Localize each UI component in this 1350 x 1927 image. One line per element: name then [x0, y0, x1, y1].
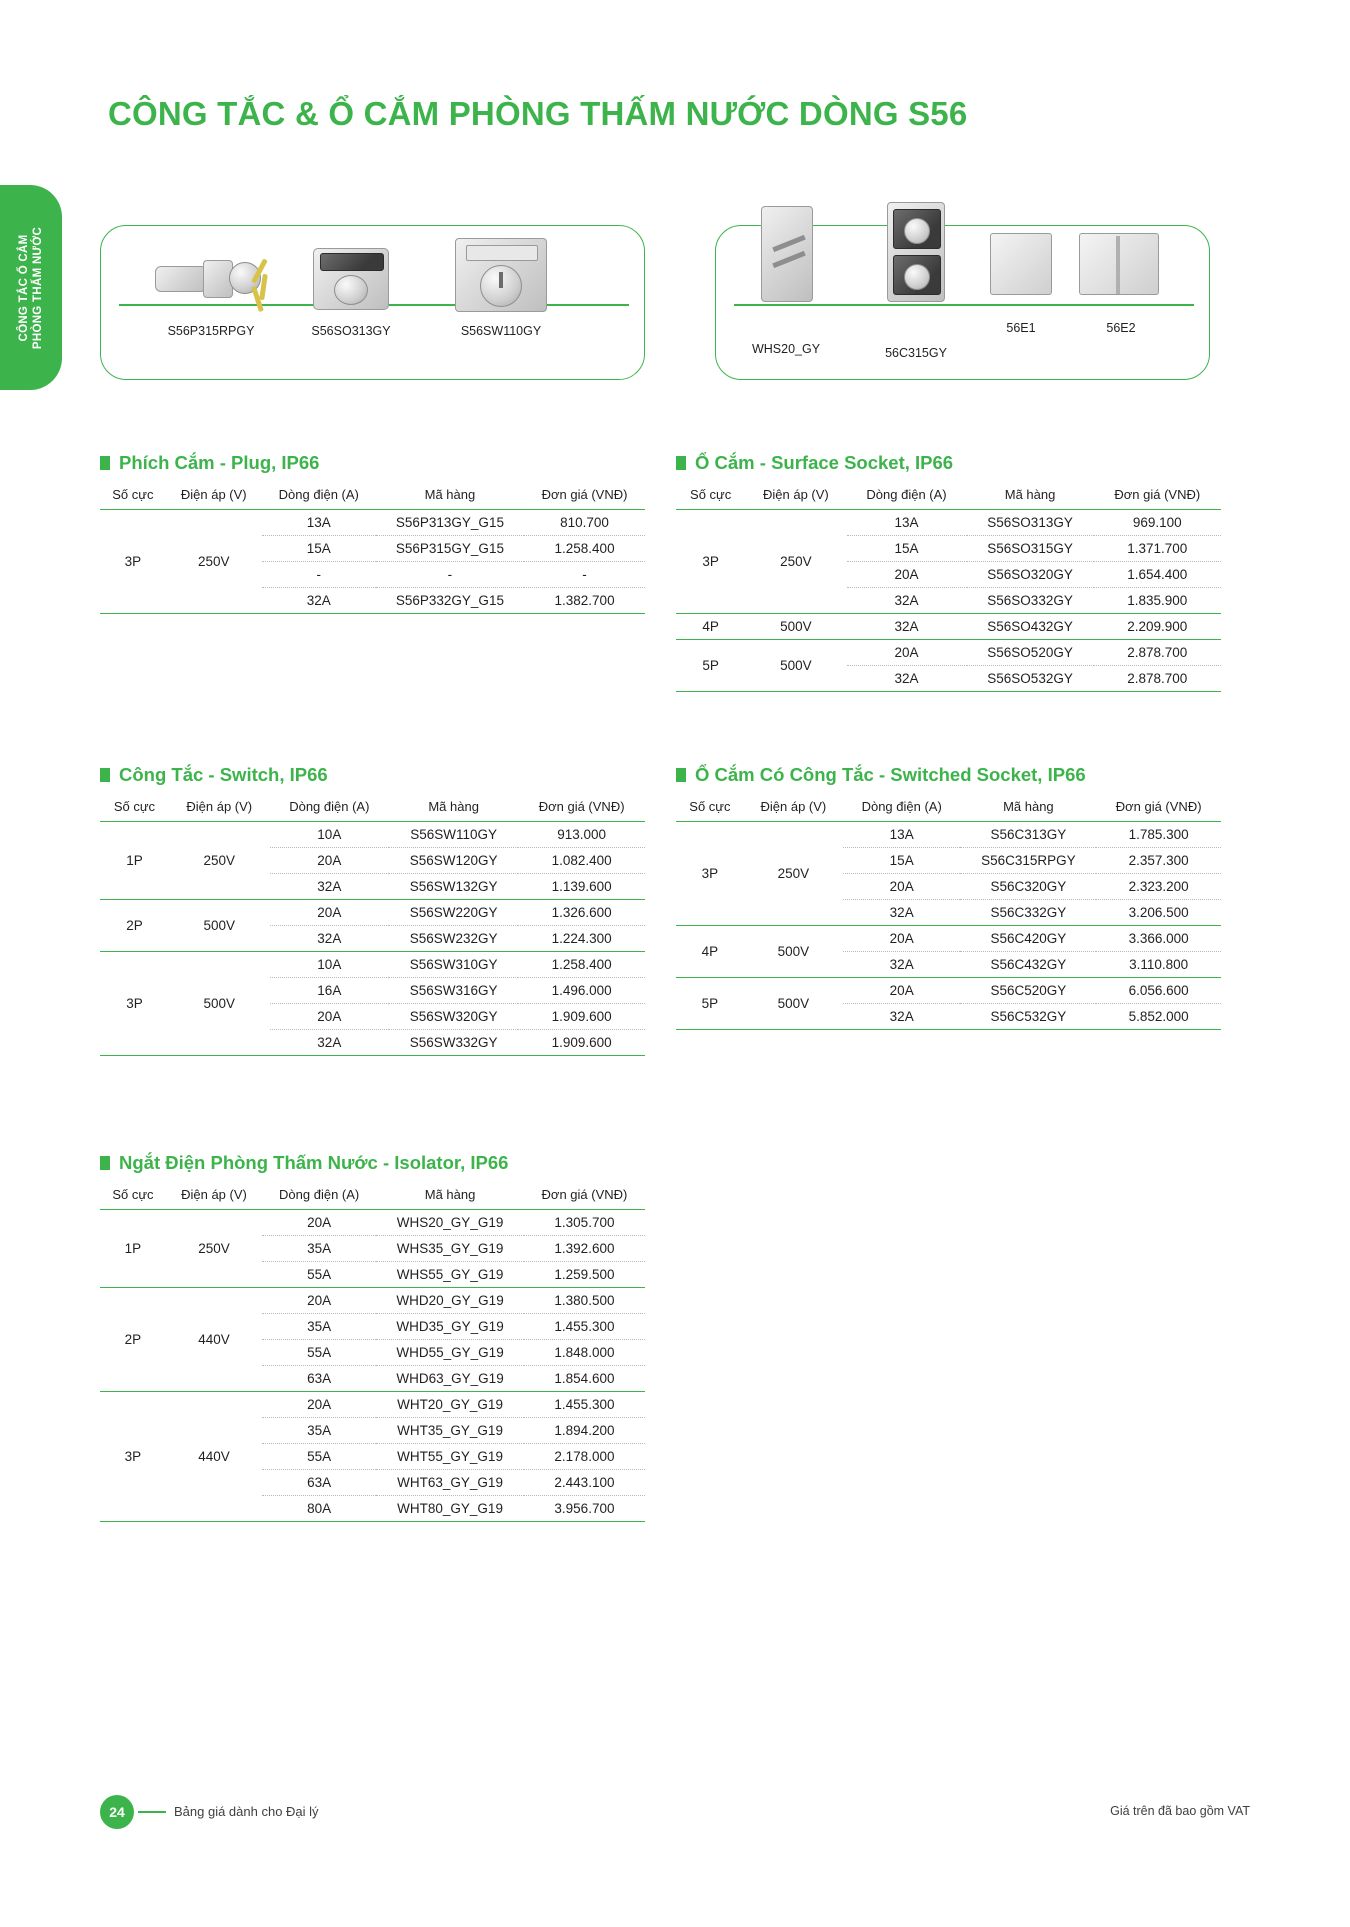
cell-code: S56SO532GY [967, 666, 1094, 692]
cell-code: S56SW120GY [389, 848, 518, 874]
cell-price: - [524, 562, 645, 588]
cell-price: 5.852.000 [1096, 1004, 1221, 1030]
cell-current: 13A [262, 510, 376, 536]
cell-current: 20A [262, 1288, 376, 1314]
cell-current: 55A [262, 1262, 376, 1288]
cell-code: S56P315GY_G15 [376, 536, 524, 562]
section-heading-isolator [100, 1152, 508, 1174]
cell-price: 1.326.600 [518, 900, 645, 926]
cell-price: 1.259.500 [524, 1262, 645, 1288]
cell-current: 15A [843, 848, 961, 874]
cell-price: 1.909.600 [518, 1030, 645, 1056]
table-header-row [676, 799, 1221, 822]
cell-price: 1.380.500 [524, 1288, 645, 1314]
cell-current: 32A [843, 900, 961, 926]
cell-current: 35A [262, 1314, 376, 1340]
cell-price: 1.258.400 [518, 952, 645, 978]
column-header-code: Mã hàng [376, 1187, 524, 1210]
cell-current: 55A [262, 1444, 376, 1470]
switch-illustration [449, 234, 553, 318]
cell-code: S56SW320GY [389, 1004, 518, 1030]
section-heading-surface-socket [676, 452, 953, 474]
cell-price: 3.110.800 [1096, 952, 1221, 978]
page-title: CÔNG TẮC & Ổ CẮM PHÒNG THẤM NƯỚC DÒNG S56 [108, 95, 968, 132]
cell-price: 1.392.600 [524, 1236, 645, 1262]
column-header-volt: Điện áp (V) [166, 1187, 262, 1210]
table-row [100, 1288, 645, 1314]
cell-voltage: 500V [745, 614, 846, 640]
cell-code: - [376, 562, 524, 588]
isolator-illustration [743, 196, 829, 306]
cell-price: 913.000 [518, 822, 645, 848]
section-heading-text: Ngắt Điện Phòng Thấm Nước - Isolator, IP66 [119, 1152, 509, 1173]
section-heading-text: Phích Cắm - Plug, IP66 [119, 452, 320, 473]
cell-voltage: 440V [166, 1392, 262, 1522]
cell-current: 16A [270, 978, 389, 1004]
column-header-current: Dòng điện (A) [847, 487, 967, 510]
cell-code: S56C313GY [960, 822, 1096, 848]
column-header-poles: Số cực [100, 1187, 166, 1210]
cell-price: 1.848.000 [524, 1340, 645, 1366]
cell-code: S56SO432GY [967, 614, 1094, 640]
gallery-caption: S56SW110GY [460, 324, 542, 338]
bullet-square-icon [676, 456, 686, 470]
gallery-item-switch [421, 234, 581, 338]
page-number-badge: 24 [100, 1795, 134, 1829]
column-header-poles: Số cực [676, 799, 744, 822]
cell-current: 32A [270, 874, 389, 900]
cell-price: 1.496.000 [518, 978, 645, 1004]
cell-current: 20A [270, 900, 389, 926]
table-header-row [676, 487, 1221, 510]
cell-code: S56C432GY [960, 952, 1096, 978]
cell-poles: 3P [100, 510, 166, 614]
cell-current: 15A [262, 536, 376, 562]
cell-current: 32A [843, 1004, 961, 1030]
cell-code: S56C320GY [960, 874, 1096, 900]
cell-current: 20A [843, 874, 961, 900]
cell-price: 1.835.900 [1094, 588, 1221, 614]
gallery-item-plug [141, 240, 281, 338]
cell-voltage: 500V [744, 926, 843, 978]
cell-code: S56SW332GY [389, 1030, 518, 1056]
cell-code: S56SW316GY [389, 978, 518, 1004]
cell-current: 80A [262, 1496, 376, 1522]
cell-poles: 1P [100, 822, 169, 900]
cell-price: 1.082.400 [518, 848, 645, 874]
column-header-volt: Điện áp (V) [169, 799, 270, 822]
cell-price: 810.700 [524, 510, 645, 536]
cell-code: S56SW220GY [389, 900, 518, 926]
column-header-current: Dòng điện (A) [843, 799, 961, 822]
column-header-code: Mã hàng [389, 799, 518, 822]
cell-price: 2.209.900 [1094, 614, 1221, 640]
cell-price: 1.785.300 [1096, 822, 1221, 848]
bullet-square-icon [100, 768, 110, 782]
cell-code: WHD63_GY_G19 [376, 1366, 524, 1392]
cell-code: S56C520GY [960, 978, 1096, 1004]
cell-code: S56SO332GY [967, 588, 1094, 614]
cell-price: 2.878.700 [1094, 640, 1221, 666]
column-header-price: Đơn giá (VNĐ) [1096, 799, 1221, 822]
cell-code: WHD35_GY_G19 [376, 1314, 524, 1340]
cell-price: 1.894.200 [524, 1418, 645, 1444]
cell-code: S56SW132GY [389, 874, 518, 900]
column-header-poles: Số cực [100, 487, 166, 510]
cell-current: - [262, 562, 376, 588]
cell-voltage: 500V [169, 900, 270, 952]
table-row [676, 640, 1221, 666]
column-header-volt: Điện áp (V) [745, 487, 846, 510]
cell-code: WHD20_GY_G19 [376, 1288, 524, 1314]
column-header-current: Dòng điện (A) [270, 799, 389, 822]
cell-code: WHT55_GY_G19 [376, 1444, 524, 1470]
cell-price: 1.258.400 [524, 536, 645, 562]
table-row [100, 952, 645, 978]
table-header-row [100, 799, 645, 822]
cell-code: S56SW310GY [389, 952, 518, 978]
column-header-price: Đơn giá (VNĐ) [524, 487, 645, 510]
column-header-poles: Số cực [676, 487, 745, 510]
cell-code: WHT63_GY_G19 [376, 1470, 524, 1496]
cell-voltage: 500V [745, 640, 846, 692]
cell-current: 32A [262, 588, 376, 614]
column-header-volt: Điện áp (V) [744, 799, 843, 822]
section-heading-text: Ổ Cắm Có Công Tắc - Switched Socket, IP66 [695, 764, 1086, 785]
cell-price: 3.206.500 [1096, 900, 1221, 926]
cell-code: WHT35_GY_G19 [376, 1418, 524, 1444]
table-row [676, 510, 1221, 536]
column-header-price: Đơn giá (VNĐ) [1094, 487, 1221, 510]
gallery-item-surface-socket [281, 240, 421, 338]
cell-current: 13A [843, 822, 961, 848]
cell-code: S56P313GY_G15 [376, 510, 524, 536]
table-header-row [100, 487, 645, 510]
cell-poles: 5P [676, 640, 745, 692]
column-header-code: Mã hàng [960, 799, 1096, 822]
cell-code: WHS20_GY_G19 [376, 1210, 524, 1236]
cell-code: S56SO520GY [967, 640, 1094, 666]
cell-code: WHS35_GY_G19 [376, 1236, 524, 1262]
cell-current: 20A [843, 926, 961, 952]
cell-price: 1.382.700 [524, 588, 645, 614]
cell-price: 1.455.300 [524, 1314, 645, 1340]
cell-current: 20A [262, 1210, 376, 1236]
cell-current: 63A [262, 1470, 376, 1496]
table-row [676, 822, 1221, 848]
cell-current: 32A [843, 952, 961, 978]
cell-current: 32A [270, 1030, 389, 1056]
cell-price: 2.357.300 [1096, 848, 1221, 874]
cell-poles: 3P [676, 510, 745, 614]
plug-illustration [149, 240, 274, 318]
cell-code: S56C532GY [960, 1004, 1096, 1030]
cell-code: S56C420GY [960, 926, 1096, 952]
cell-poles: 4P [676, 926, 744, 978]
cell-voltage: 250V [166, 510, 262, 614]
footer-right-text: Giá trên đã bao gồm VAT [1110, 1804, 1250, 1818]
cell-price: 1.909.600 [518, 1004, 645, 1030]
table-header-row [100, 1187, 645, 1210]
cell-poles: 3P [676, 822, 744, 926]
cell-current: 32A [847, 588, 967, 614]
column-header-poles: Số cực [100, 799, 169, 822]
cell-current: 32A [847, 614, 967, 640]
cell-current: 35A [262, 1236, 376, 1262]
cell-poles: 3P [100, 952, 169, 1056]
footer-divider [138, 1811, 166, 1813]
cell-price: 3.366.000 [1096, 926, 1221, 952]
cell-current: 20A [847, 640, 967, 666]
cell-current: 32A [847, 666, 967, 692]
switched-socket-illustration [873, 196, 959, 306]
gallery-caption: 56E2 [1106, 321, 1136, 335]
gallery-caption: S56P315RPGY [167, 324, 255, 338]
cell-current: 55A [262, 1340, 376, 1366]
column-header-code: Mã hàng [376, 487, 524, 510]
price-table-surface-socket [676, 487, 1221, 692]
table-row [100, 510, 645, 536]
table-row [100, 822, 645, 848]
cell-code: S56C332GY [960, 900, 1096, 926]
cell-price: 1.139.600 [518, 874, 645, 900]
cell-price: 3.956.700 [524, 1496, 645, 1522]
cell-current: 20A [262, 1392, 376, 1418]
cell-poles: 3P [100, 1392, 166, 1522]
column-header-price: Đơn giá (VNĐ) [524, 1187, 645, 1210]
cell-current: 10A [270, 952, 389, 978]
cell-price: 2.178.000 [524, 1444, 645, 1470]
cell-price: 6.056.600 [1096, 978, 1221, 1004]
column-header-volt: Điện áp (V) [166, 487, 262, 510]
cell-poles: 1P [100, 1210, 166, 1288]
surface-socket-illustration [303, 240, 399, 318]
footer-left-text: Bảng giá dành cho Đại lý [174, 1804, 319, 1819]
bullet-square-icon [676, 768, 686, 782]
column-header-price: Đơn giá (VNĐ) [518, 799, 645, 822]
price-table-plug [100, 487, 645, 614]
table-row [676, 614, 1221, 640]
price-table-isolator [100, 1187, 645, 1522]
cell-code: S56SW232GY [389, 926, 518, 952]
section-heading-text: Ổ Cắm - Surface Socket, IP66 [695, 452, 954, 473]
cell-code: S56SO315GY [967, 536, 1094, 562]
bullet-square-icon [100, 456, 110, 470]
cell-code: WHT20_GY_G19 [376, 1392, 524, 1418]
cell-voltage: 250V [169, 822, 270, 900]
gallery-band-right [715, 225, 1210, 380]
cell-price: 1.224.300 [518, 926, 645, 952]
cell-code: S56P332GY_G15 [376, 588, 524, 614]
section-heading-switched-socket [676, 764, 1086, 786]
side-tab [0, 185, 62, 390]
table-row [100, 1392, 645, 1418]
table-row [676, 926, 1221, 952]
cell-code: S56SO313GY [967, 510, 1094, 536]
section-heading-text: Công Tắc - Switch, IP66 [119, 764, 328, 785]
table-row [676, 978, 1221, 1004]
side-tab-label [17, 226, 45, 348]
cell-code: S56C315RPGY [960, 848, 1096, 874]
enclosure-56e2-illustration [1071, 221, 1171, 307]
enclosure-56e1-illustration [978, 221, 1064, 307]
cell-code: WHD55_GY_G19 [376, 1340, 524, 1366]
table-row [100, 900, 645, 926]
section-heading-switch [100, 764, 328, 786]
price-table-switched-socket [676, 799, 1221, 1030]
cell-price: 1.854.600 [524, 1366, 645, 1392]
cell-code: S56SW110GY [389, 822, 518, 848]
cell-price: 2.323.200 [1096, 874, 1221, 900]
cell-poles: 2P [100, 900, 169, 952]
cell-price: 1.654.400 [1094, 562, 1221, 588]
table-row [100, 1210, 645, 1236]
column-header-code: Mã hàng [967, 487, 1094, 510]
price-table-switch [100, 799, 645, 1056]
section-heading-plug [100, 452, 319, 474]
cell-current: 32A [270, 926, 389, 952]
column-header-current: Dòng điện (A) [262, 487, 376, 510]
cell-current: 63A [262, 1366, 376, 1392]
cell-current: 13A [847, 510, 967, 536]
gallery-caption: WHS20_GY [751, 342, 821, 356]
cell-code: WHS55_GY_G19 [376, 1262, 524, 1288]
cell-voltage: 250V [166, 1210, 262, 1288]
cell-poles: 2P [100, 1288, 166, 1392]
cell-code: S56SO320GY [967, 562, 1094, 588]
column-header-current: Dòng điện (A) [262, 1187, 376, 1210]
cell-current: 15A [847, 536, 967, 562]
cell-price: 969.100 [1094, 510, 1221, 536]
cell-poles: 5P [676, 978, 744, 1030]
cell-price: 1.371.700 [1094, 536, 1221, 562]
gallery-band-left [100, 225, 645, 380]
cell-voltage: 250V [744, 822, 843, 926]
cell-poles: 4P [676, 614, 745, 640]
cell-code: WHT80_GY_G19 [376, 1496, 524, 1522]
side-tab-line-1: CÔNG TẮC Ổ CẮM [18, 233, 30, 342]
cell-voltage: 500V [169, 952, 270, 1056]
cell-price: 1.455.300 [524, 1392, 645, 1418]
gallery-caption: 56E1 [1006, 321, 1036, 335]
gallery-item-56e2 [1056, 221, 1186, 335]
cell-current: 20A [847, 562, 967, 588]
cell-current: 35A [262, 1418, 376, 1444]
cell-price: 1.305.700 [524, 1210, 645, 1236]
bullet-square-icon [100, 1156, 110, 1170]
gallery-caption: 56C315GY [885, 346, 947, 360]
cell-price: 2.443.100 [524, 1470, 645, 1496]
side-tab-line-2: PHÒNG THẤM NƯỚC [32, 226, 44, 349]
cell-current: 20A [270, 1004, 389, 1030]
cell-voltage: 500V [744, 978, 843, 1030]
cell-voltage: 440V [166, 1288, 262, 1392]
cell-current: 10A [270, 822, 389, 848]
cell-current: 20A [843, 978, 961, 1004]
cell-current: 20A [270, 848, 389, 874]
gallery-caption: S56SO313GY [311, 324, 391, 338]
cell-price: 2.878.700 [1094, 666, 1221, 692]
cell-voltage: 250V [745, 510, 846, 614]
